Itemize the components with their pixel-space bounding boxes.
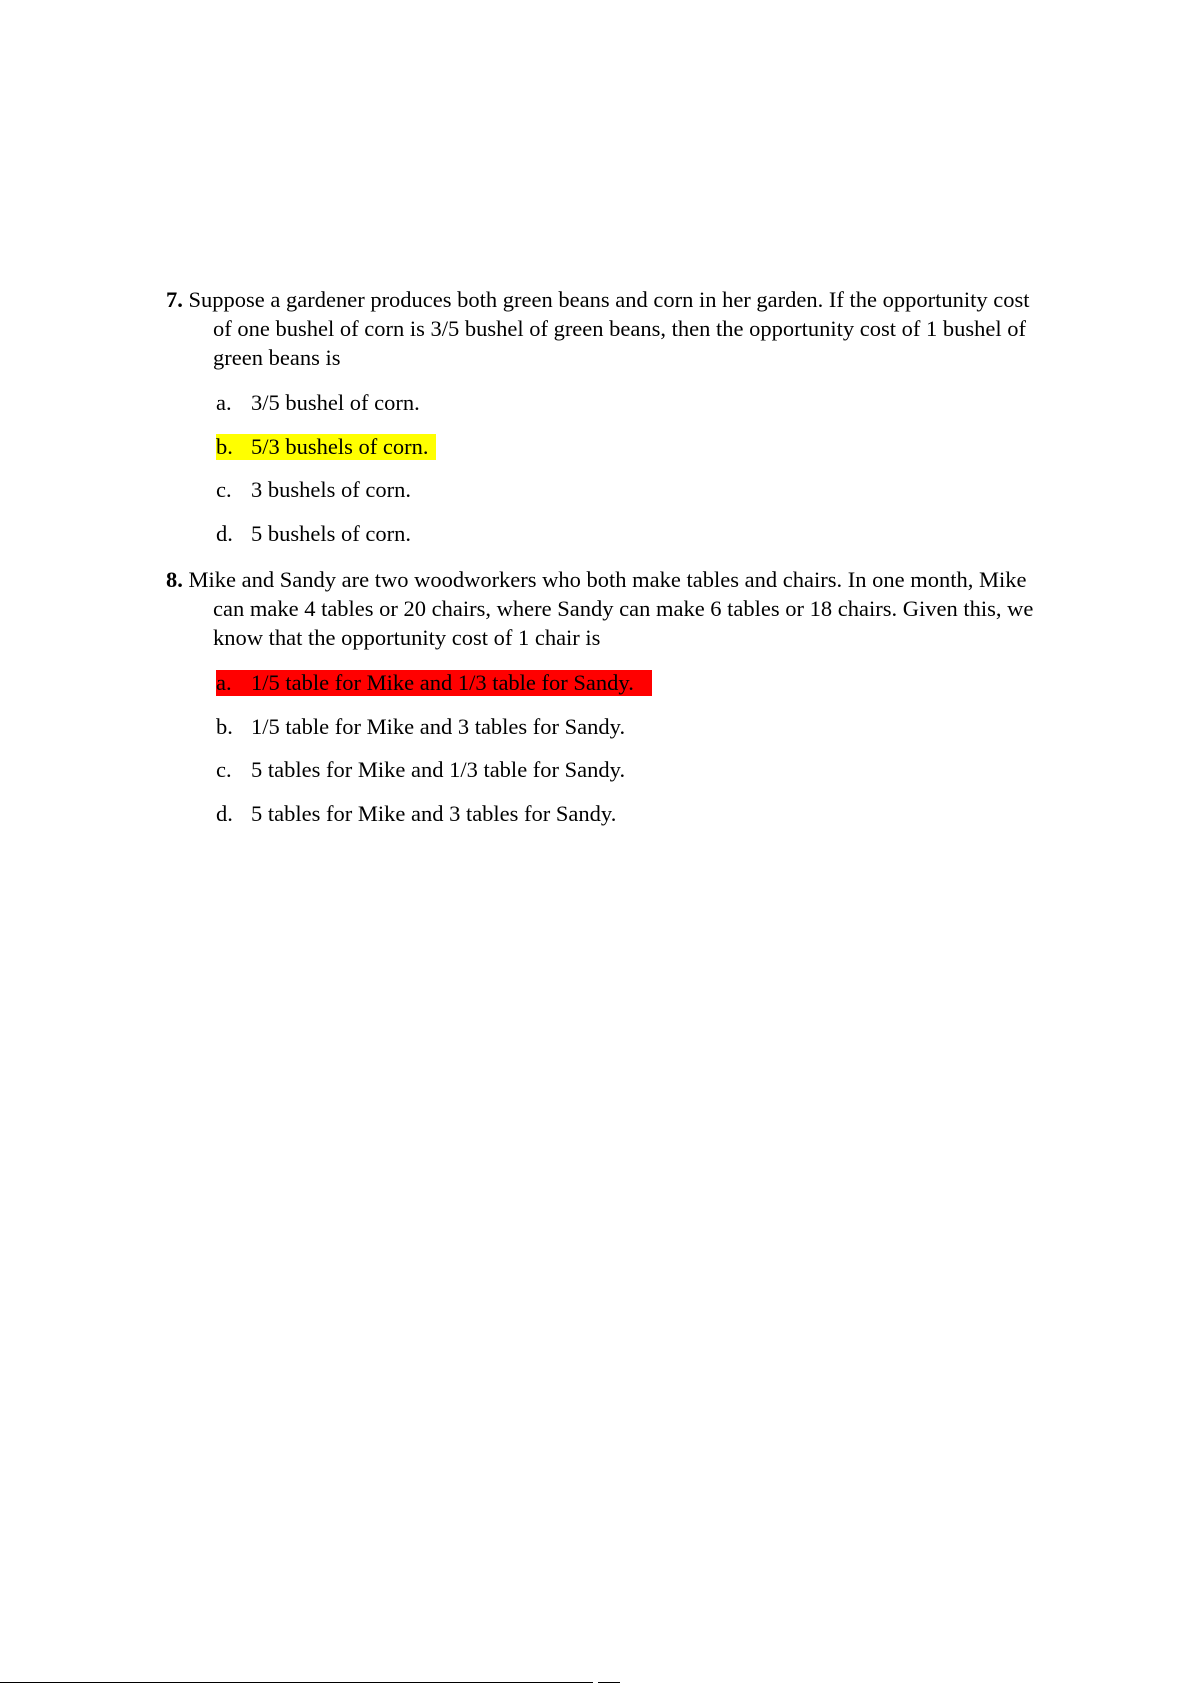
option-q7-b[interactable] <box>216 434 436 460</box>
question-number: 8. <box>166 567 183 592</box>
option-text: 5 tables for Mike and 1/3 table for Sandy. <box>251 757 626 782</box>
question-7 <box>166 285 1046 372</box>
footer-divider <box>0 1682 593 1683</box>
option-letter: b. <box>216 714 233 739</box>
option-text: 3 bushels of corn. <box>251 477 411 502</box>
footer-divider-short <box>598 1682 620 1683</box>
option-letter: d. <box>216 521 233 546</box>
question-8 <box>166 565 1046 652</box>
option-text: 1/5 table for Mike and 3 tables for Sandy. <box>251 714 626 739</box>
option-text: 5 tables for Mike and 3 tables for Sandy. <box>251 801 617 826</box>
option-letter: c. <box>216 757 232 782</box>
option-letter: c. <box>216 477 232 502</box>
question-text: Mike and Sandy are two woodworkers who both make tables and chairs. In one month, Mike can make 4 tables or 20 chairs, where Sandy can make 6 tables or 18 chairs. Given this, we know that the opportunity cost of 1 chair is <box>188 567 1034 650</box>
option-text: 1/5 table for Mike and 1/3 table for Sandy. <box>251 670 634 695</box>
question-stem <box>166 565 1046 652</box>
question-stem <box>166 285 1046 372</box>
option-q8-a[interactable] <box>216 670 652 696</box>
option-letter: d. <box>216 801 233 826</box>
option-letter: a. <box>216 390 232 415</box>
question-text: Suppose a gardener produces both green beans and corn in her garden. If the opportunity cost of one bushel of corn is 3/5 bushel of green beans, then the opportunity cost of 1 bushel of green beans is <box>188 287 1030 370</box>
question-number: 7. <box>166 287 183 312</box>
option-text: 3/5 bushel of corn. <box>251 390 420 415</box>
option-text: 5 bushels of corn. <box>251 521 411 546</box>
option-letter: a. <box>216 670 232 695</box>
option-letter: b. <box>216 434 233 459</box>
option-text: 5/3 bushels of corn. <box>251 434 429 459</box>
